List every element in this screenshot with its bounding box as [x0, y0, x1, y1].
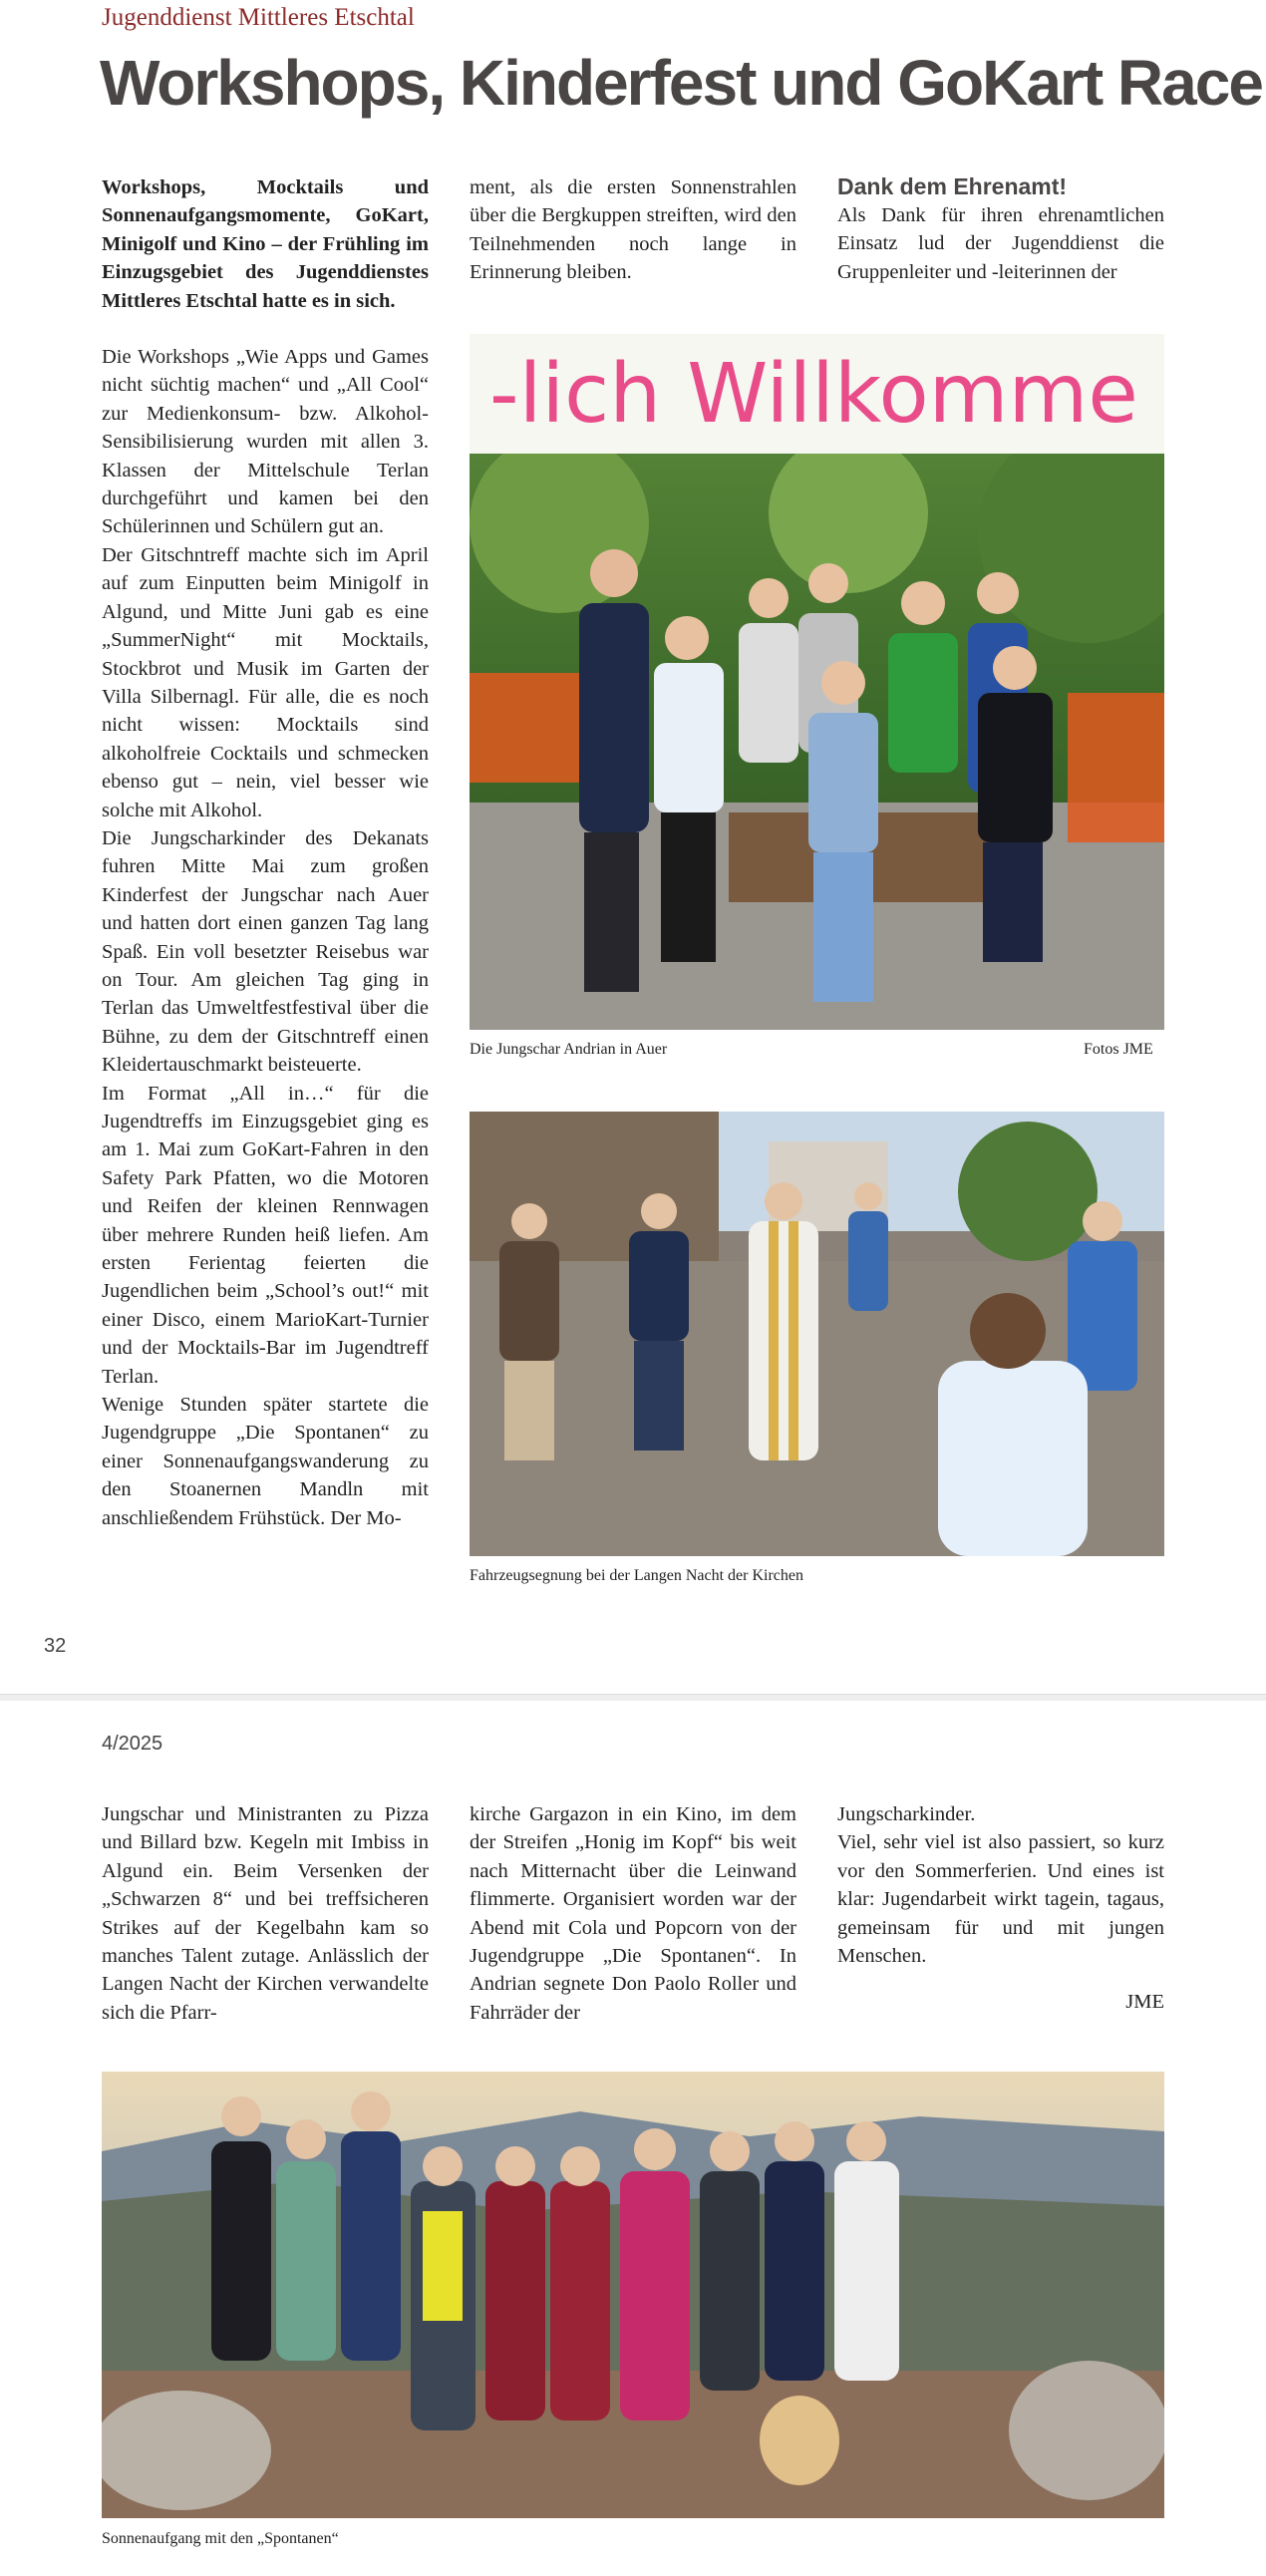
photo-caption: Fahrzeugsegnung bei der Langen Nacht der Kirchen: [470, 1567, 803, 1584]
article-paragraph: Der Gitschntreff machte sich im April auf zum Einputten beim Minigolf in Algund, und Mitte Juni gab es eine „SummerNight“ mit Mocktails, Stockbrot und Musik im Garten der Villa Silbernagl. Für alle, die es noch nicht wissen: Mocktails sind alkoholfreie Cocktails und schmecken ebenso gut – nein, viel besser wie solche mit Alkohol.: [102, 543, 429, 821]
article-column-3: [837, 171, 1164, 286]
article-paragraph: Jungschar und Ministranten zu Pizza und Billard bzw. Kegeln mit Imbiss in Algund ein. Beim Versenken der „Schwarzen 8“ und bei treffsicheren Strikes auf der Kegelbahn kam so manches Talent zutage. Anlässlich der Langen Nacht der Kirchen verwandelte sich die Pfarr-: [102, 1803, 429, 2024]
article-paragraph: Als Dank für ihren ehrenamtlichen Einsatz lud der Jugenddienst die Gruppenleiter und -leiterinnen der: [837, 204, 1164, 283]
article-paragraph: ment, als die ersten Sonnenstrahlen über die Bergkuppen streiften, wird den Teilnehmenden noch lange in Erinnerung bleiben.: [470, 176, 796, 284]
article-headline: Workshops, Kinderfest und GoKart Race: [100, 47, 1262, 119]
article-paragraph: Die Workshops „Wie Apps und Games nicht süchtig machen“ und „All Cool“ zur Medienkonsum- bzw. Alkohol-Sensibilisierung wurden mit allen 3. Klassen der Mittelschule Terlan durchgeführt und kamen bei den Schülerinnen und Schülern gut an.: [102, 346, 429, 538]
article-column-3: [837, 1800, 1164, 2017]
article-column-1: [102, 173, 429, 1532]
photo-jungschar-group: [470, 334, 1164, 1030]
article-paragraph: kirche Gargazon in ein Kino, im dem der Streifen „Honig im Kopf“ bis weit nach Mitternacht über die Leinwand flimmerte. Organisiert worden war der Abend mit Cola und Popcorn von der Jugendgruppe „Die Spontanen“. In Andrian segnete Don Paolo Roller und Fahrräder der: [470, 1803, 796, 2024]
issue-number: 4/2025: [102, 1733, 163, 1755]
article-paragraph: Die Jungscharkinder des Dekanats fuhren Mitte Mai zum großen Kinderfest der Jungschar nach Auer und hatten dort einen ganzen Tag lang Spaß. Ein voll besetzter Reisebus war on Tour. Am gleichen Tag ging in Terlan das Umweltfestfestival über die Bühne, zu dem der Gitschntreff einen Kleidertauschmarkt beisteuerte.: [102, 826, 429, 1077]
article-column-2: [470, 173, 796, 287]
photo-vehicle-blessing-image: [470, 1112, 1164, 1556]
article-paragraph: Im Format „All in…“ für die Jugendtreffs im Einzugsgebiet ging es am 1. Mai zum GoKart-Fahren in den Safety Park Pfatten, wo die Motoren und Reifen der kleinen Rennwagen über mehrere Runden heiß liefen. Am ersten Ferientag feierten die Jugendlichen beim „School’s out!“ mit einer Disco, einem MarioKart-Turnier und der Mocktails-Bar im Jugendtreff Terlan.: [102, 1082, 429, 1388]
photo-caption: Sonnenaufgang mit den „Spontanen“: [102, 2530, 339, 2547]
magazine-page-33: [0, 1701, 1266, 2576]
photo-caption: Die Jungschar Andrian in Auer: [470, 1041, 668, 1058]
article-paragraph: Wenige Stunden später startete die Jugendgruppe „Die Spontanen“ zu einer Sonnenaufgangswanderung zu den Stoanernen Mandln mit anschließendem Frühstück. Der Mo-: [102, 1394, 429, 1529]
author-signature: JME: [1125, 1991, 1164, 2014]
article-column-1: [102, 1800, 429, 2027]
photo-credit: Fotos JME: [1084, 1041, 1153, 1058]
photo-vehicle-blessing: [470, 1112, 1164, 1556]
photo-jungschar-group-image: [470, 334, 1164, 1030]
photo-sunrise-group: [102, 2072, 1164, 2518]
section-kicker: Jugenddienst Mittleres Etschtal: [102, 4, 415, 31]
photo-sunrise-group-image: [102, 2072, 1164, 2518]
article-column-2: [470, 1800, 796, 2027]
article-paragraph: Jungscharkinder.: [837, 1803, 976, 1825]
article-lead: Workshops, Mocktails und Sonnenaufgangsmomente, GoKart, Minigolf und Kino – der Frühling im Einzugsgebiet des Jugenddienstes Mittleres Etschtal hatte es in sich.: [102, 176, 429, 312]
page-number: 32: [44, 1635, 67, 1657]
welcome-banner-text: -lich Willkomme: [489, 347, 1138, 442]
section-subheading: Dank dem Ehrenamt!: [837, 173, 1068, 199]
article-paragraph: Viel, sehr viel ist also passiert, so kurz vor den Sommerferien. Und eines ist klar: Jugendarbeit wirkt tagein, tagaus, gemeinsam für und mit jungen Menschen.: [837, 1831, 1164, 1968]
